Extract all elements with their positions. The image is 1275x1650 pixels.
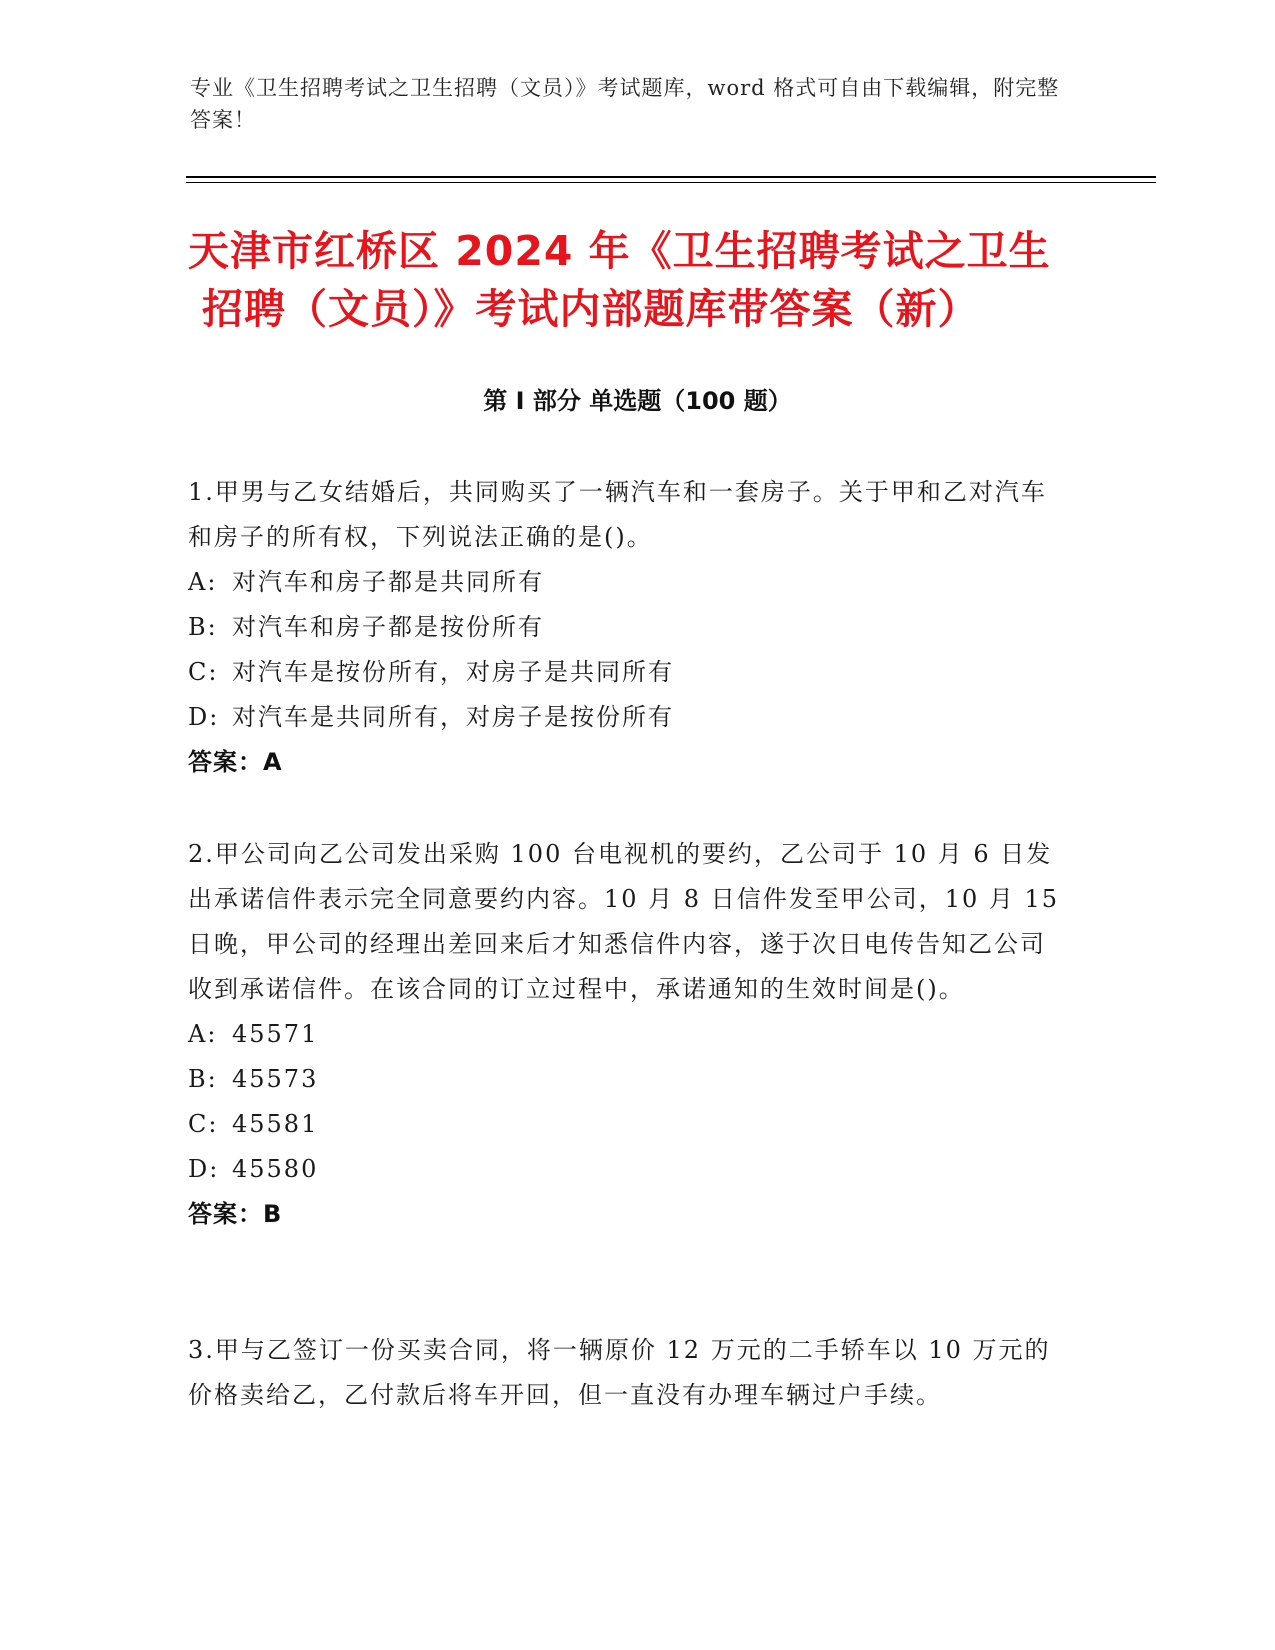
option-text: 对汽车是共同所有，对房子是按份所有 xyxy=(232,703,674,731)
option-text: 45573 xyxy=(232,1065,319,1093)
option-d xyxy=(188,695,1068,740)
option-text: 45571 xyxy=(232,1020,319,1048)
title-line-2: 招聘（文员）》考试内部题库带答案（新） xyxy=(202,285,980,333)
option-c xyxy=(188,1102,1068,1147)
title-line-1: 天津市红桥区 2024 年《卫生招聘考试之卫生 xyxy=(188,227,1051,275)
question-stem: 2.甲公司向乙公司发出采购 100 台电视机的要约，乙公司于 10 月 6 日发出承诺信件表示完全同意要约内容。10 月 8 日信件发至甲公司，10 月 15 日晚，甲公司的经理出差回来后才知悉信件内容，遂于次日电传告知乙公司收到承诺信件。在该合同的订立过程中，承诺通知的生效时间是()。 xyxy=(188,840,1060,1003)
header-rule xyxy=(186,176,1156,178)
question-stem: 1.甲男与乙女结婚后，共同购买了一辆汽车和一套房子。关于甲和乙对汽车和房子的所有权，下列说法正确的是()。 xyxy=(188,478,1047,551)
option-d xyxy=(188,1147,1068,1192)
option-text: 对汽车和房子都是共同所有 xyxy=(232,568,544,596)
header-note: 专业《卫生招聘考试之卫生招聘（文员）》考试题库，word 格式可自由下载编辑，附完整答案！ xyxy=(190,76,1060,132)
question-1 xyxy=(188,470,1068,785)
option-letter: D: xyxy=(188,1155,220,1183)
option-text: 45580 xyxy=(232,1155,319,1183)
option-letter: A: xyxy=(188,1020,218,1048)
option-a xyxy=(188,560,1068,605)
option-text: 对汽车和房子都是按份所有 xyxy=(232,613,544,641)
option-letter: C: xyxy=(188,1110,219,1138)
option-letter: A: xyxy=(188,568,218,596)
option-c xyxy=(188,650,1068,695)
option-letter: C: xyxy=(188,658,219,686)
option-text: 45581 xyxy=(232,1110,319,1138)
option-b xyxy=(188,1057,1068,1102)
option-a xyxy=(188,1012,1068,1057)
option-b xyxy=(188,605,1068,650)
option-letter: B: xyxy=(188,1065,218,1093)
option-letter: D: xyxy=(188,703,220,731)
answer: 答案：A xyxy=(188,748,283,776)
option-letter: B: xyxy=(188,613,218,641)
answer: 答案：B xyxy=(188,1200,283,1228)
question-2 xyxy=(188,832,1068,1237)
question-3 xyxy=(188,1328,1068,1418)
header-rule-thin xyxy=(186,182,1156,183)
option-text: 对汽车是按份所有，对房子是共同所有 xyxy=(232,658,674,686)
question-stem: 3.甲与乙签订一份买卖合同，将一辆原价 12 万元的二手轿车以 10 万元的价格卖给乙，乙付款后将车开回，但一直没有办理车辆过户手续。 xyxy=(188,1336,1051,1409)
section-heading: 第 I 部分 单选题（100 题） xyxy=(483,387,792,415)
document-title xyxy=(188,222,1088,338)
